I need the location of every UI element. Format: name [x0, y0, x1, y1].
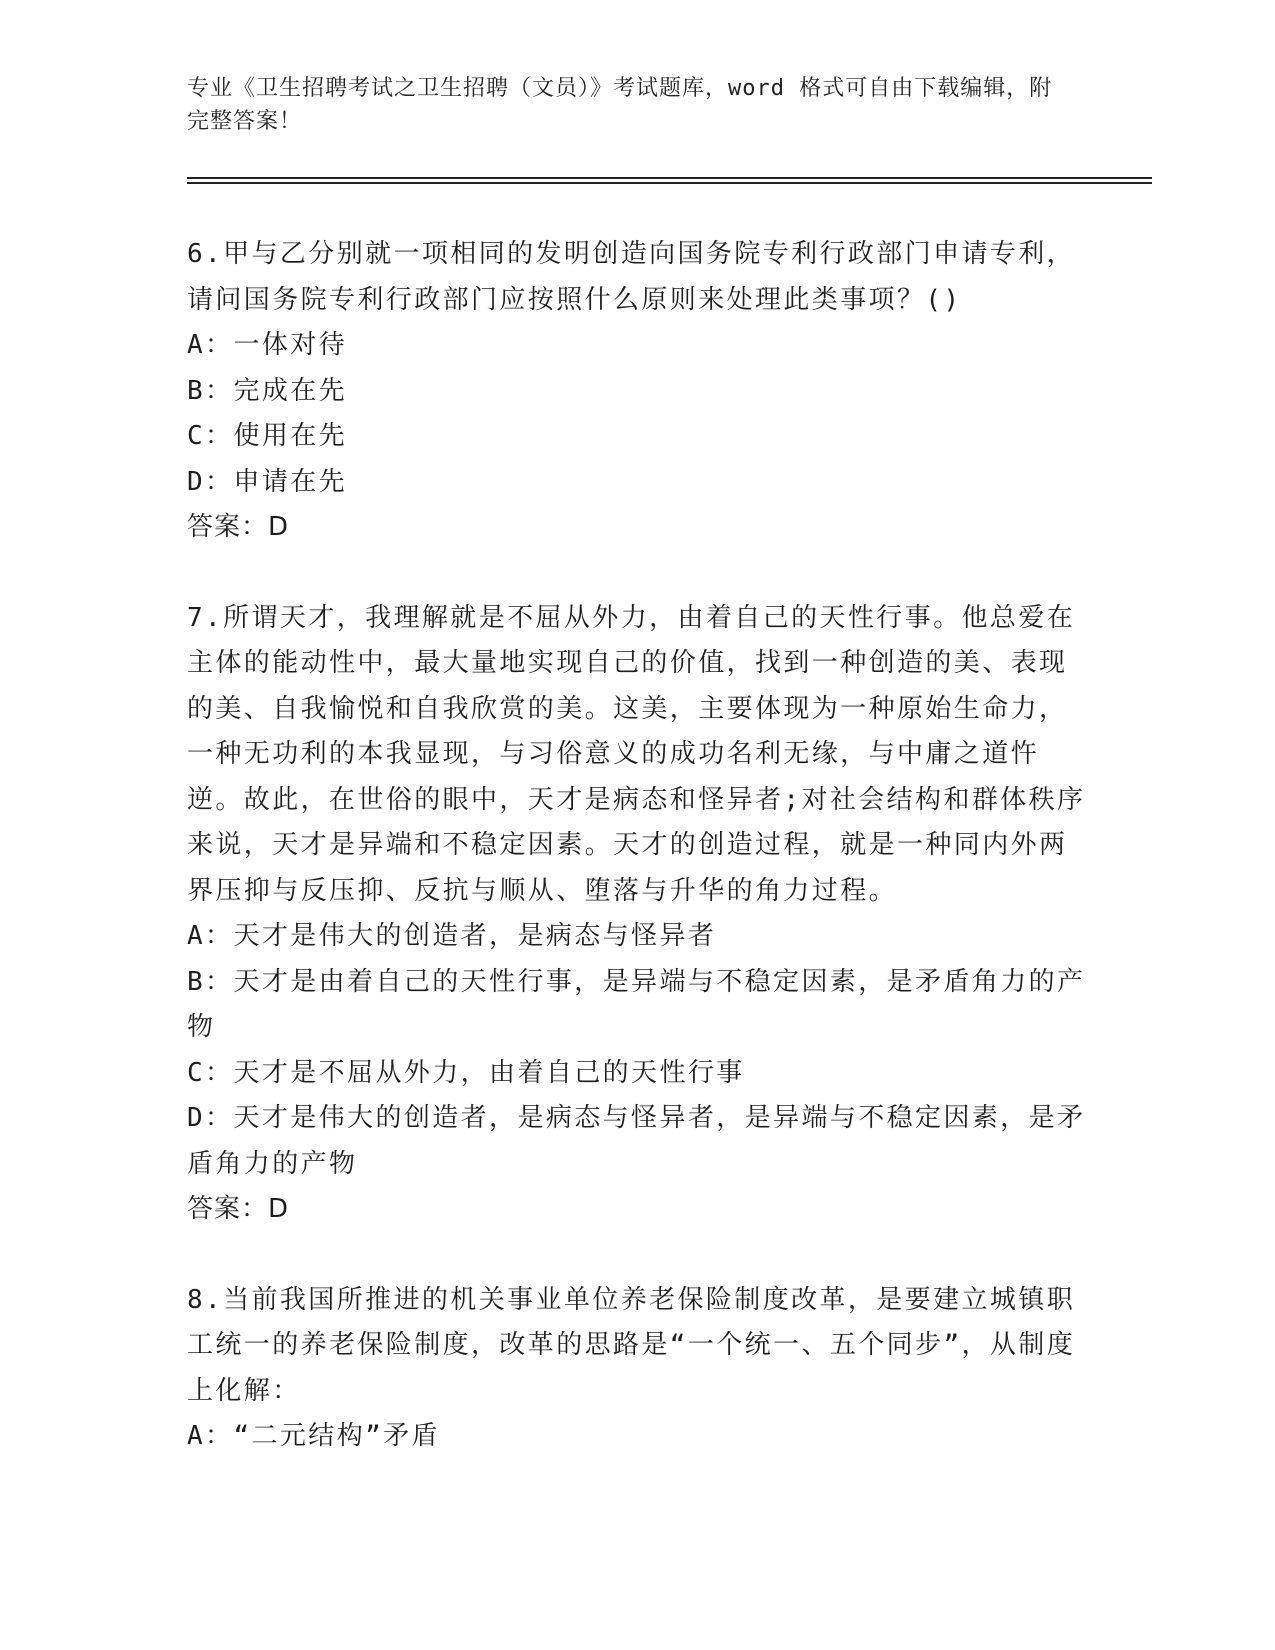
question-text: 6.甲与乙分别就一项相同的发明创造向国务院专利行政部门申请专利，请问国务院专利行政部门应按照什么原则来处理此类事项？() [187, 239, 1076, 315]
question-6 [187, 232, 1087, 551]
option-d: D：申请在先 [187, 466, 348, 497]
answer-line: 答案：D [187, 1194, 290, 1224]
option-c: C：使用在先 [187, 421, 348, 451]
option-a: A：“二元结构”矛盾 [187, 1421, 440, 1451]
option-a: A：一体对待 [187, 330, 348, 360]
document-header: 专业《卫生招聘考试之卫生招聘（文员）》考试题库，word 格式可自由下载编辑，附完整答案！ [187, 76, 1053, 134]
header-divider-top [187, 177, 1152, 179]
header-divider-bottom [187, 182, 1152, 184]
question-list [187, 232, 1087, 1505]
answer-line: 答案：D [187, 512, 290, 542]
option-b: B：完成在先 [187, 375, 348, 406]
question-8 [187, 1278, 1087, 1460]
option-b: B：天才是由着自己的天性行事，是异端与不稳定因素，是矛盾角力的产物 [187, 966, 1086, 1042]
option-d: D：天才是伟大的创造者，是病态与怪异者，是异端与不稳定因素，是矛盾角力的产物 [187, 1103, 1086, 1179]
option-c: C：天才是不屈从外力，由着自己的天性行事 [187, 1057, 745, 1088]
question-text: 7.所谓天才，我理解就是不屈从外力，由着自己的天性行事。他总爱在主体的能动性中，最大量地实现自己的价值，找到一种创造的美、表现的美、自我愉悦和自我欣赏的美。这美，主要体现为一种原始生命力，一种无功利的本我显现，与习俗意义的成功名利无缘，与中庸之道忤逆。故此，在世俗的眼中，天才是病态和怪异者;对社会结构和群体秩序来说，天才是异端和不稳定因素。天才的创造过程，就是一种同内外两界压抑与反压抑、反抗与顺从、堕落与升华的角力过程。 [187, 602, 1086, 906]
question-7 [187, 596, 1087, 1233]
question-text: 8.当前我国所推进的机关事业单位养老保险制度改革，是要建立城镇职工统一的养老保险制度，改革的思路是“一个统一、五个同步”，从制度上化解： [187, 1284, 1076, 1406]
option-a: A：天才是伟大的创造者，是病态与怪异者 [187, 921, 717, 951]
